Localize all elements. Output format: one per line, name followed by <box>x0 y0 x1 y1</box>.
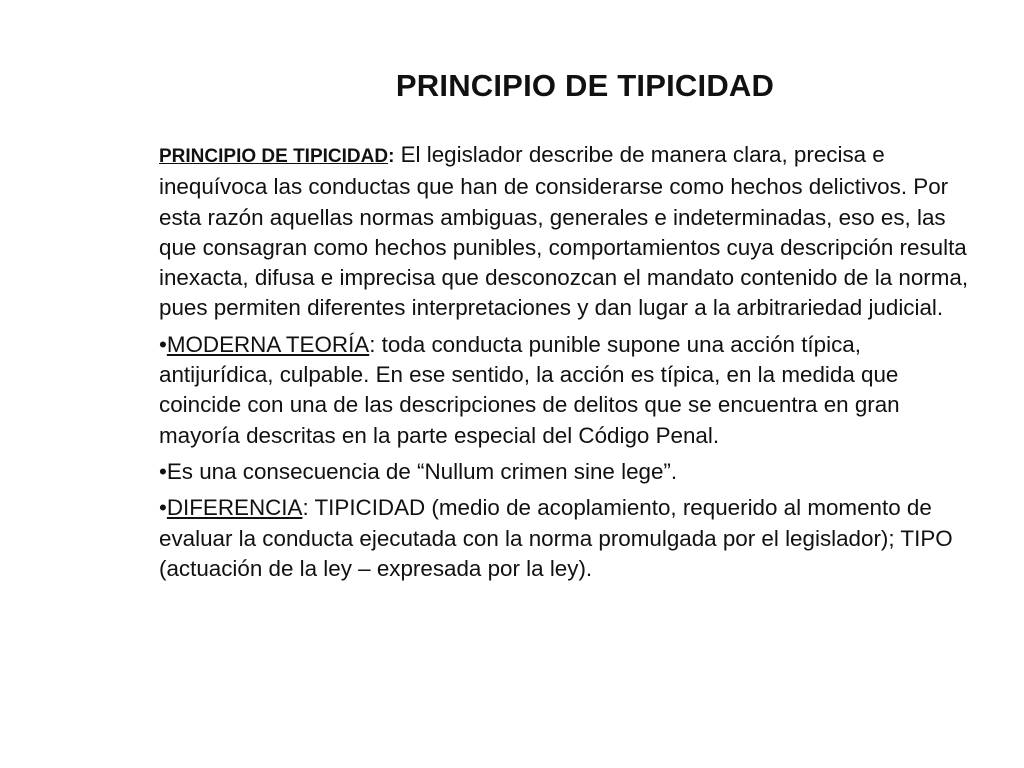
diferencia-text: : TIPICIDAD (medio de acoplamiento, requerido al momento de evaluar la conducta ejecutada con la norma promulgada por el legislador); TIPO (actuación de la ley – expresada por la ley). <box>159 495 953 581</box>
bullet: • <box>159 331 167 357</box>
nullum-crimen-paragraph: •Es una consecuencia de “Nullum crimen sine lege”. <box>159 458 678 484</box>
slide-content <box>159 140 979 590</box>
definition-colon: : <box>388 146 395 167</box>
moderna-teoria-text: : toda conducta punible supone una acción típica, antijurídica, culpable. En ese sentido, la acción es típica, en la medida que coincide con una de las descripciones de delitos que se encuentra en gran mayoría descritas en la parte especial del Código Penal. <box>159 331 900 448</box>
definition-paragraph <box>159 140 979 324</box>
diferencia-paragraph <box>159 493 979 584</box>
definition-term: PRINCIPIO DE TIPICIDAD <box>159 146 389 167</box>
moderna-teoria-paragraph <box>159 330 979 451</box>
moderna-teoria-term: MODERNA TEORÍA <box>166 331 370 357</box>
bullet: • <box>159 495 167 521</box>
diferencia-term: DIFERENCIA <box>166 495 303 521</box>
definition-text: El legislador describe de manera clara, precisa e inequívoca las conductas que han de considerarse como hechos delictivos. Por esta razón aquellas normas ambiguas, generales e indeterminadas, eso es, las que consagran como hechos punibles, comportamientos cuya descripción resulta inexacta, difusa e imprecisa que desconozcan el mandato contenido de la norma, pues permiten diferentes interpretaciones y dan lugar a la arbitrariedad judicial. <box>159 142 969 321</box>
slide-title: PRINCIPIO DE TIPICIDAD <box>395 68 775 103</box>
